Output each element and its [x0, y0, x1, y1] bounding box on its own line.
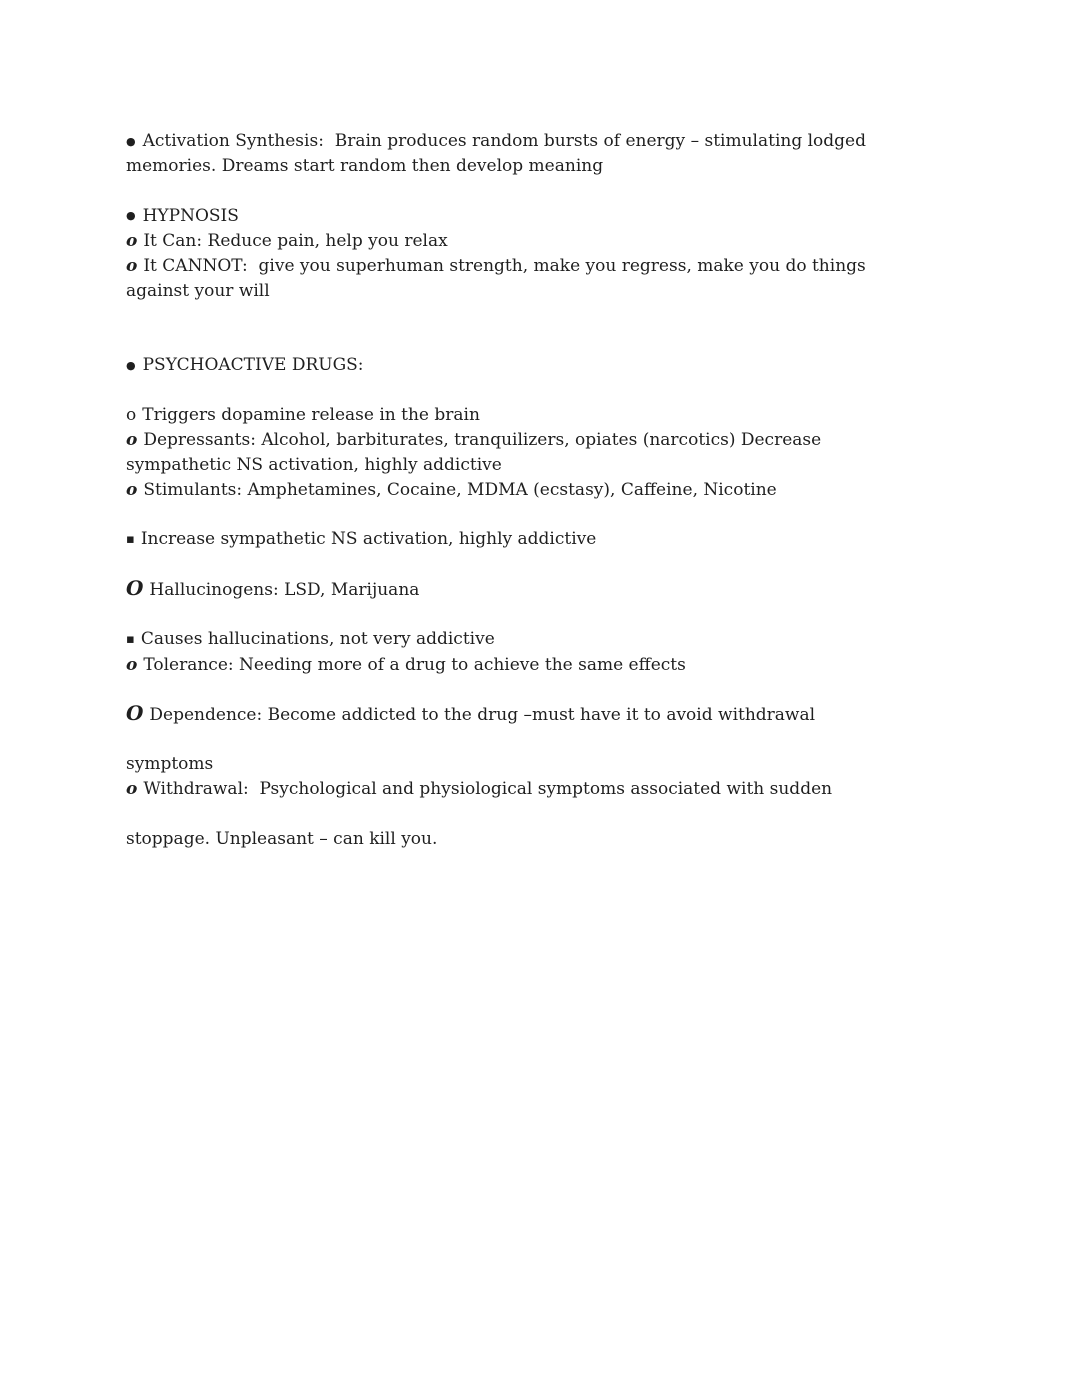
doc-line [126, 700, 986, 728]
doc-line [126, 453, 986, 478]
bullet-o-icon: o [126, 479, 138, 500]
line-gap [126, 378, 986, 403]
line-gap [126, 802, 986, 827]
doc-line [126, 403, 986, 428]
doc-line-text: stoppage. Unpleasant – can kill you. [126, 828, 438, 849]
bullet-o-icon: o [126, 655, 138, 676]
line-gap [126, 502, 986, 527]
bullet-dot-icon: ● [126, 209, 136, 223]
doc-line [126, 827, 986, 852]
doc-line-text: against your will [126, 280, 270, 301]
bullet-o-icon: o [126, 779, 138, 800]
doc-line-text: HYPNOSIS [142, 205, 239, 226]
doc-line [126, 129, 986, 154]
notes-body [126, 129, 986, 852]
doc-line-text: sympathetic NS activation, highly addictive [126, 454, 502, 475]
doc-line [126, 478, 986, 503]
bullet-o-icon: o [126, 231, 138, 252]
doc-line-text: Causes hallucinations, not very addictive [140, 629, 495, 650]
bullet-dot-icon: ● [126, 358, 136, 372]
doc-line-text: It Can: Reduce pain, help you relax [143, 231, 448, 252]
doc-line-text: Hallucinogens: LSD, Marijuana [149, 579, 420, 600]
doc-line [126, 777, 986, 802]
line-gap [126, 179, 986, 204]
line-gap [126, 678, 986, 703]
bullet-square-icon: ▪ [126, 632, 135, 648]
doc-line [126, 204, 986, 229]
doc-line [126, 254, 986, 279]
doc-line [126, 527, 986, 553]
doc-line [126, 752, 986, 777]
line-gap [126, 304, 986, 354]
doc-line [126, 353, 986, 378]
doc-line-text: Triggers dopamine release in the brain [142, 405, 480, 426]
bullet-dot-icon: ● [126, 134, 136, 148]
doc-line-text: Dependence: Become addicted to the drug –must have it to avoid withdrawal [149, 704, 816, 725]
doc-line-text: symptoms [126, 754, 214, 775]
doc-line-text: Tolerance: Needing more of a drug to achieve the same effects [143, 655, 686, 676]
doc-line-text: Increase sympathetic NS activation, highly addictive [140, 529, 597, 550]
doc-line-text: PSYCHOACTIVE DRUGS: [142, 355, 364, 376]
bullet-o-icon: o [126, 255, 138, 276]
doc-line-text: Stimulants: Amphetamines, Cocaine, MDMA (ecstasy), Caffeine, Nicotine [143, 479, 777, 500]
doc-line-text: Depressants: Alcohol, barbiturates, tranquilizers, opiates (narcotics) Decrease [143, 430, 822, 451]
line-gap [126, 553, 986, 578]
bullet-o-icon: o [126, 430, 138, 451]
doc-line [126, 229, 986, 254]
doc-line-text: It CANNOT: give you superhuman strength, make you regress, make you do things [143, 255, 866, 276]
bullet-square-icon: ▪ [126, 532, 135, 548]
line-gap [126, 728, 986, 753]
doc-line [126, 154, 986, 179]
doc-line [126, 279, 986, 304]
doc-line [126, 627, 986, 653]
doc-line-text: Withdrawal: Psychological and physiological symptoms associated with sudden [143, 779, 833, 800]
doc-line [126, 428, 986, 453]
doc-line [126, 653, 986, 678]
line-gap [126, 603, 986, 628]
bullet-O-icon: O [126, 700, 144, 725]
doc-line-text: Activation Synthesis: Brain produces random bursts of energy – stimulating lodged [142, 131, 866, 151]
doc-line-text: memories. Dreams start random then develop meaning [126, 156, 604, 177]
doc-line [126, 575, 986, 603]
bullet-O-icon: O [126, 575, 144, 600]
bullet-o-icon: o [126, 405, 137, 426]
